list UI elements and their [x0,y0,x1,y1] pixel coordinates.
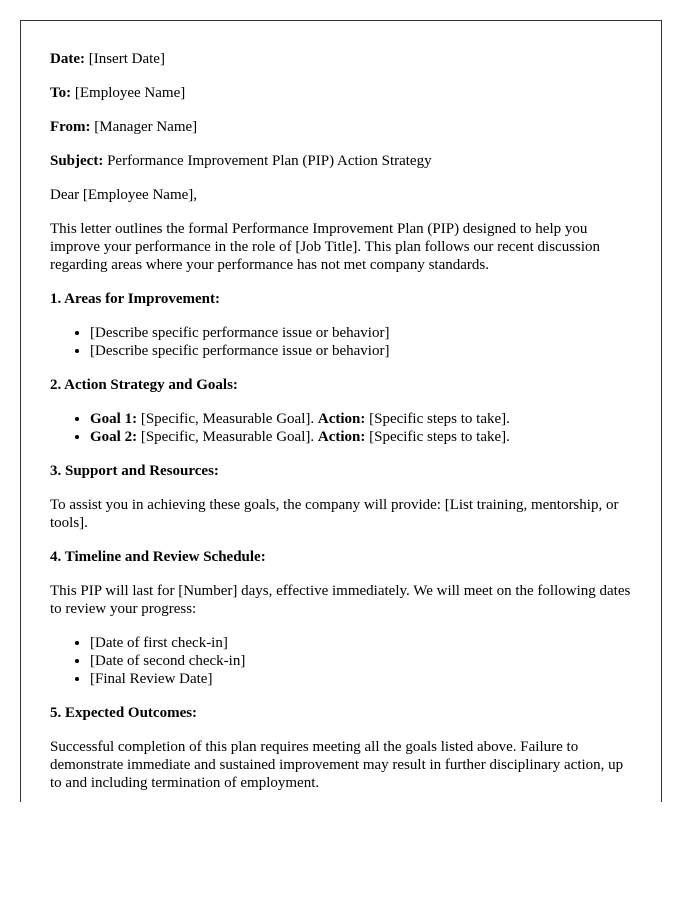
list-item: • Goal 2: [Specific, Measurable Goal]. Action: [Specific steps to take]. [90,428,631,446]
from-line: From: [Manager Name] [50,119,198,135]
list-item: • [Describe specific performance issue or behavior] [90,342,631,360]
goals-list [50,410,631,446]
to-line: To: [Employee Name] [50,85,186,101]
list-item: • [Date of second check-in] [90,652,631,670]
areas-heading: 1. Areas for Improvement: [50,291,220,307]
timeline-heading: 4. Timeline and Review Schedule: [50,549,266,565]
goals-heading: 2. Action Strategy and Goals: [50,377,238,393]
support-paragraph: To assist you in achieving these goals, the company will provide: [List training, mentorship, or tools]. [50,497,619,531]
list-item: • [Date of first check-in] [90,634,631,652]
list-item: • Goal 1: [Specific, Measurable Goal]. Action: [Specific steps to take]. [90,410,631,428]
timeline-paragraph: This PIP will last for [Number] days, effective immediately. We will meet on the following dates to review your progress: [50,583,631,617]
intro-paragraph: This letter outlines the formal Performance Improvement Plan (PIP) designed to help you improve your performance in the role of [Job Title]. This plan follows our recent discussion regarding areas where your performance has not met company standards. [50,221,601,273]
list-item: • [Describe specific performance issue or behavior] [90,324,631,342]
support-heading: 3. Support and Resources: [50,463,219,479]
outcomes-paragraph: Successful completion of this plan requires meeting all the goals listed above. Failure to demonstrate immediate and sustained improvement may result in further disciplinary action, up to and including termination of employment. [50,739,624,791]
subject-line: Subject: Performance Improvement Plan (PIP) Action Strategy [50,153,432,169]
timeline-list [50,634,631,688]
areas-list [50,324,631,360]
outcomes-heading: 5. Expected Outcomes: [50,705,198,721]
letter [20,20,662,802]
list-item: • [Final Review Date] [90,670,631,688]
date-line: Date: [Insert Date] [50,51,165,67]
salutation: Dear [Employee Name], [50,187,198,203]
